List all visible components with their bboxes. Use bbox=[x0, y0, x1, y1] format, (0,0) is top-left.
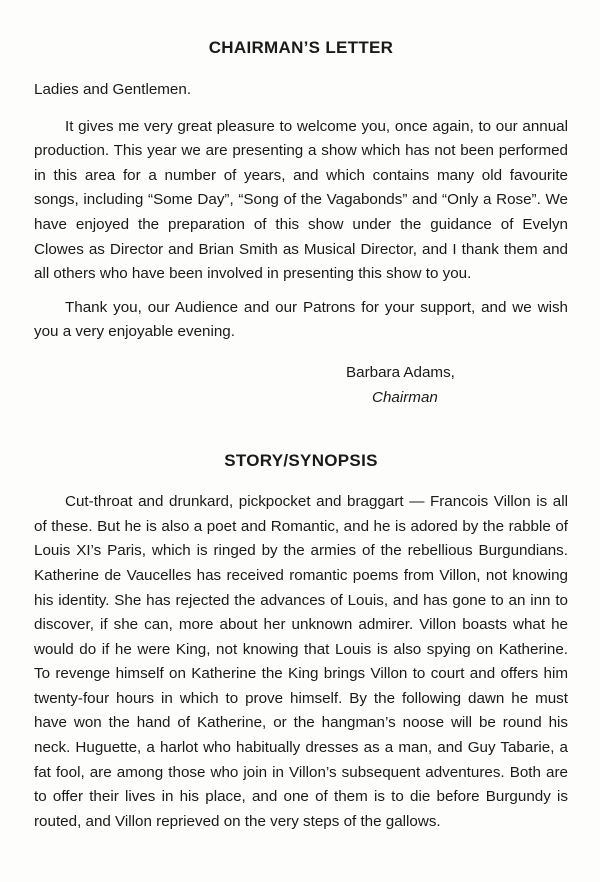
programme-page bbox=[34, 30, 568, 834]
synopsis-title: STORY/SYNOPSIS bbox=[224, 451, 378, 471]
chairmans-letter-title: CHAIRMAN’S LETTER bbox=[208, 38, 394, 57]
letter-paragraph: Thank you, our Audience and our Patrons for your support, and we wish you a very enjoyable evening. bbox=[34, 298, 568, 341]
letter-greeting: Ladies and Gentlemen. bbox=[34, 81, 192, 98]
signature-name: Barbara Adams, bbox=[346, 363, 455, 381]
signature-role: Chairman bbox=[372, 388, 438, 406]
synopsis-paragraph: Cut-throat and drunkard, pickpocket and braggart — Francois Villon is all of these. But he is also a poet and Romantic, and he is adored by the rabble of Louis XI’s Paris, which is ringed by the armies of the rebellious Burgundians. Katherine de Vaucelles has received romantic poems from Villon, not knowing his identity. She has rejected the advances of Louis, and has gone to an inn to discover, if she can, more about her unknown admirer. Villon boasts what he would do if he were King, not knowing that Louis is also spying on Katherine. To revenge himself on Katherine the King brings Villon to court and offers him twenty-four hours in which to prove himself. By the following dawn he must have won the hand of Katherine, or the hangman’s noose will be round his neck. Huguette, a harlot who habitually dresses as a man, and Guy Tabarie, a fat fool, are among those who join in Villon’s subsequent adventures. Both are to offer their lives in his place, and one of them is to die before Burgundy is routed, and Villon reprieved on the very steps of the gallows. bbox=[34, 493, 568, 830]
letter-paragraph: It gives me very great pleasure to welcome you, once again, to our annual production. This year we are presenting a show which has not been performed in this area for a number of years, and which contains many old favourite songs, including “Some Day”, “Song of the Vagabonds” and “Only a Rose”. We have enjoyed the preparation of this show under the guidance of Evelyn Clowes as Director and Brian Smith as Musical Director, and I thank them and all others who have been involved in presenting this show to you. bbox=[34, 117, 568, 283]
letter-signature bbox=[346, 361, 568, 410]
